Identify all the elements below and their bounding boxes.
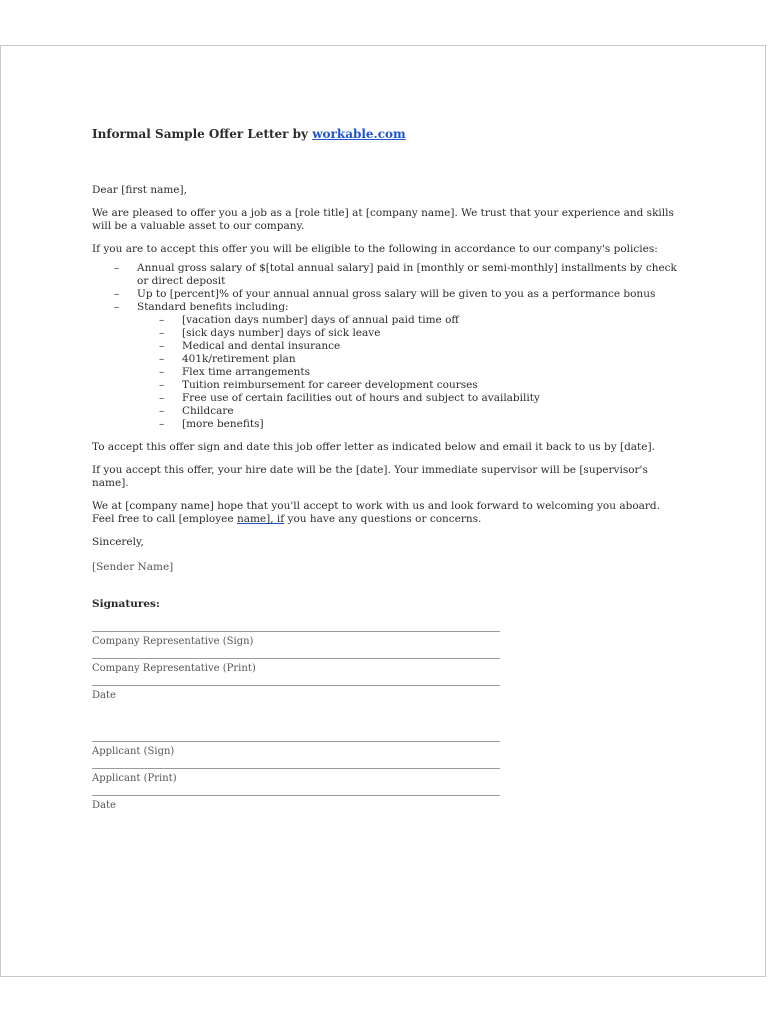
list-item <box>137 405 677 418</box>
intro-paragraph: We are pleased to offer you a job as a [role title] at [company name]. We trust that your experience and skills will be a valuable asset to our company. <box>92 207 674 232</box>
signatures-heading: Signatures: <box>92 598 160 610</box>
list-item <box>92 288 677 301</box>
letter-body <box>92 128 677 822</box>
list-item <box>92 262 677 288</box>
bullet-dash: – <box>159 340 165 352</box>
bullet-dash: – <box>114 288 120 300</box>
eligibility-paragraph: If you are to accept this offer you will be eligible to the following in accordance to our company's policies: <box>92 243 658 255</box>
bullet-dash: – <box>159 327 165 339</box>
bullet-dash: – <box>159 314 165 326</box>
title-text: Informal Sample Offer Letter by <box>92 127 313 141</box>
bullet-dash: – <box>114 262 120 274</box>
greeting: Dear [first name], <box>92 184 187 196</box>
accept-paragraph: To accept this offer sign and date this job offer letter as indicated below and email it back to us by [date]. <box>92 441 655 453</box>
bullet-dash: – <box>159 353 165 365</box>
sub-benefit-text: [sick days number] days of sick leave <box>182 327 381 339</box>
hire-date-paragraph: If you accept this offer, your hire date will be the [date]. Your immediate supervisor will be [supervisor's name]. <box>92 464 648 489</box>
applicant-date-line: Date <box>92 795 500 822</box>
benefit-bonus: Up to [percent]% of your annual annual gross salary will be given to you as a performance bonus <box>137 288 656 300</box>
closing-text: We at [company name] hope that you'll accept to work with us and look forward to welcoming you aboard. Feel free to call [employee <box>92 500 660 525</box>
closing-text-end: you have any questions or concerns. <box>284 513 482 525</box>
applicant-sign-line: Applicant (Sign) <box>92 741 500 768</box>
signature-gap <box>92 712 500 741</box>
sub-benefit-text: [vacation days number] days of annual paid time off <box>182 314 459 326</box>
list-item <box>137 314 677 327</box>
bullet-dash: – <box>159 366 165 378</box>
sign-off: Sincerely, <box>92 536 144 548</box>
employee-name-link[interactable]: name], if <box>236 513 285 525</box>
bullet-dash: – <box>159 379 165 391</box>
list-item <box>137 327 677 340</box>
benefits-list <box>92 262 677 431</box>
sender-name: [Sender Name] <box>92 561 174 573</box>
applicant-print-line: Applicant (Print) <box>92 768 500 795</box>
workable-link[interactable]: workable.com <box>312 127 406 141</box>
list-item <box>137 353 677 366</box>
bullet-dash: – <box>159 418 165 430</box>
company-date-line: Date <box>92 685 500 712</box>
bullet-dash: – <box>114 301 120 313</box>
benefit-standard: Standard benefits including: <box>137 301 289 313</box>
list-item <box>137 366 677 379</box>
company-sign-line: Company Representative (Sign) <box>92 631 500 658</box>
list-item <box>137 379 677 392</box>
bullet-dash: – <box>159 392 165 404</box>
sub-benefit-text: Free use of certain facilities out of hours and subject to availability <box>182 392 540 404</box>
sub-benefit-text: Childcare <box>182 405 234 417</box>
standard-benefits-list <box>137 314 677 431</box>
sub-benefit-text: Medical and dental insurance <box>182 340 341 352</box>
list-item <box>137 340 677 353</box>
document-page <box>0 45 766 977</box>
company-print-line: Company Representative (Print) <box>92 658 500 685</box>
list-item <box>137 392 677 405</box>
sub-benefit-text: Tuition reimbursement for career development courses <box>182 379 478 391</box>
list-item <box>92 301 677 431</box>
benefit-salary: Annual gross salary of $[total annual salary] paid in [monthly or semi-monthly] installments by check or direct deposit <box>137 262 677 287</box>
letter-title <box>92 128 677 141</box>
sub-benefit-text: 401k/retirement plan <box>182 353 296 365</box>
list-item <box>137 418 677 431</box>
signature-block <box>92 631 500 822</box>
sub-benefit-text: [more benefits] <box>182 418 264 430</box>
sub-benefit-text: Flex time arrangements <box>182 366 310 378</box>
closing-paragraph <box>92 500 677 526</box>
bullet-dash: – <box>159 405 165 417</box>
